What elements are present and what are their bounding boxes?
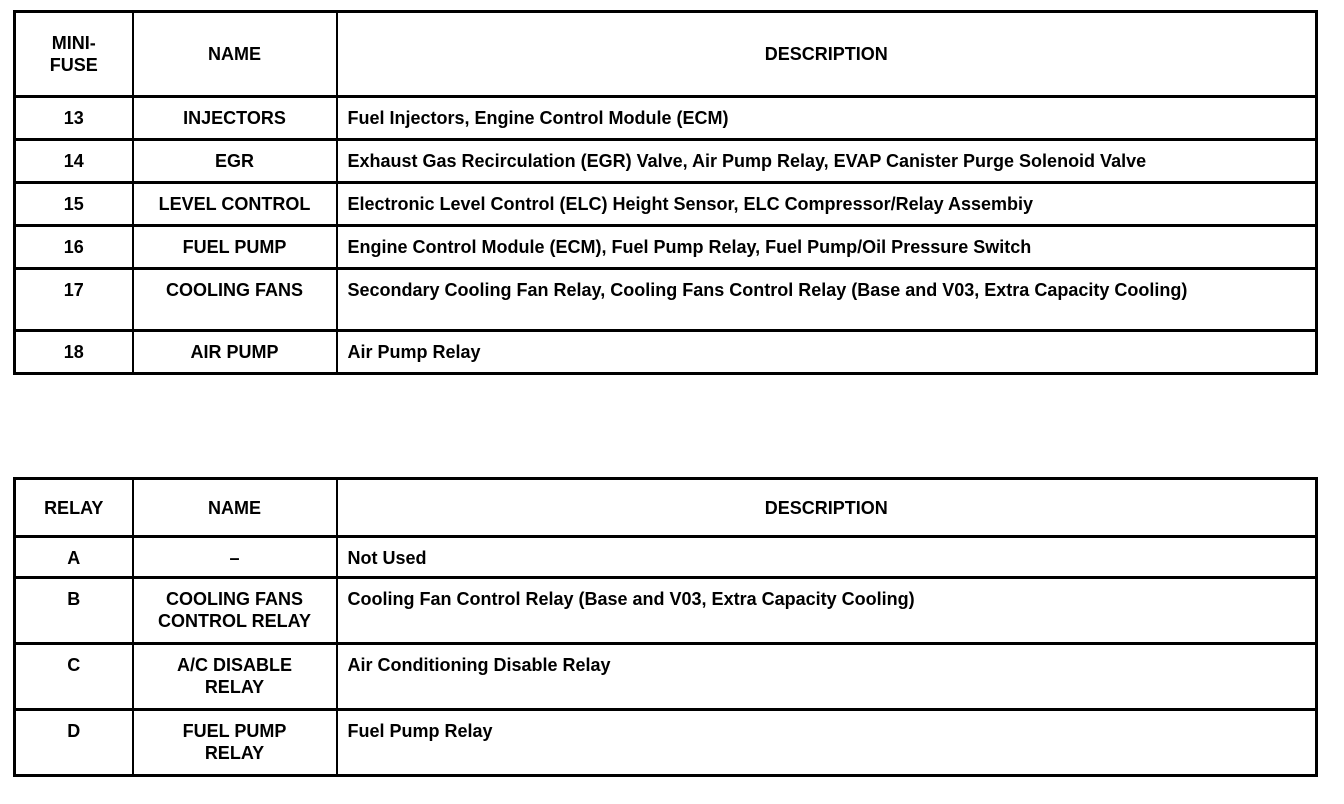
relay-description: Fuel Pump Relay [337,710,1317,776]
column-header-description: DESCRIPTION [337,12,1317,97]
table-row [15,537,1317,578]
fuse-description: Exhaust Gas Recirculation (EGR) Valve, Air Pump Relay, EVAP Canister Purge Solenoid Valve [337,140,1317,183]
relay-id: D [15,710,133,776]
table-row [15,140,1317,183]
column-header-mini-fuse: MINI- FUSE [15,12,133,97]
table-row [15,644,1317,710]
table-header-row [15,12,1317,97]
fuse-name: COOLING FANS [133,269,337,331]
fuse-name: AIR PUMP [133,331,337,374]
fuse-name: EGR [133,140,337,183]
fuse-description: Engine Control Module (ECM), Fuel Pump Relay, Fuel Pump/Oil Pressure Switch [337,226,1317,269]
relay-name: FUEL PUMP RELAY [133,710,337,776]
fuse-description: Electronic Level Control (ELC) Height Sensor, ELC Compressor/Relay Assembiy [337,183,1317,226]
fuse-name: INJECTORS [133,97,337,140]
relay-name: COOLING FANS CONTROL RELAY [133,578,337,644]
table-row [15,331,1317,374]
column-header-name: NAME [133,12,337,97]
fuse-number: 16 [15,226,133,269]
fuse-number: 18 [15,331,133,374]
table-row [15,226,1317,269]
fuse-number: 14 [15,140,133,183]
relay-name: – [133,537,337,578]
column-header-relay: RELAY [15,479,133,537]
table-row [15,269,1317,331]
fuse-number: 17 [15,269,133,331]
relay-id: B [15,578,133,644]
table-row [15,183,1317,226]
column-header-description: DESCRIPTION [337,479,1317,537]
fuse-description: Fuel Injectors, Engine Control Module (ECM) [337,97,1317,140]
fuse-name: FUEL PUMP [133,226,337,269]
table-row [15,578,1317,644]
table-row [15,97,1317,140]
relay-description: Not Used [337,537,1317,578]
column-header-name: NAME [133,479,337,537]
table-header-row [15,479,1317,537]
relay-id: A [15,537,133,578]
mini-fuse-table [13,10,1318,375]
fuse-number: 15 [15,183,133,226]
relay-description: Air Conditioning Disable Relay [337,644,1317,710]
fuse-description: Air Pump Relay [337,331,1317,374]
relay-description: Cooling Fan Control Relay (Base and V03, Extra Capacity Cooling) [337,578,1317,644]
fuse-number: 13 [15,97,133,140]
relay-name: A/C DISABLE RELAY [133,644,337,710]
fuse-description: Secondary Cooling Fan Relay, Cooling Fans Control Relay (Base and V03, Extra Capacity Cooling) [337,269,1317,331]
relay-table [13,477,1318,777]
table-row [15,710,1317,776]
fuse-name: LEVEL CONTROL [133,183,337,226]
relay-id: C [15,644,133,710]
